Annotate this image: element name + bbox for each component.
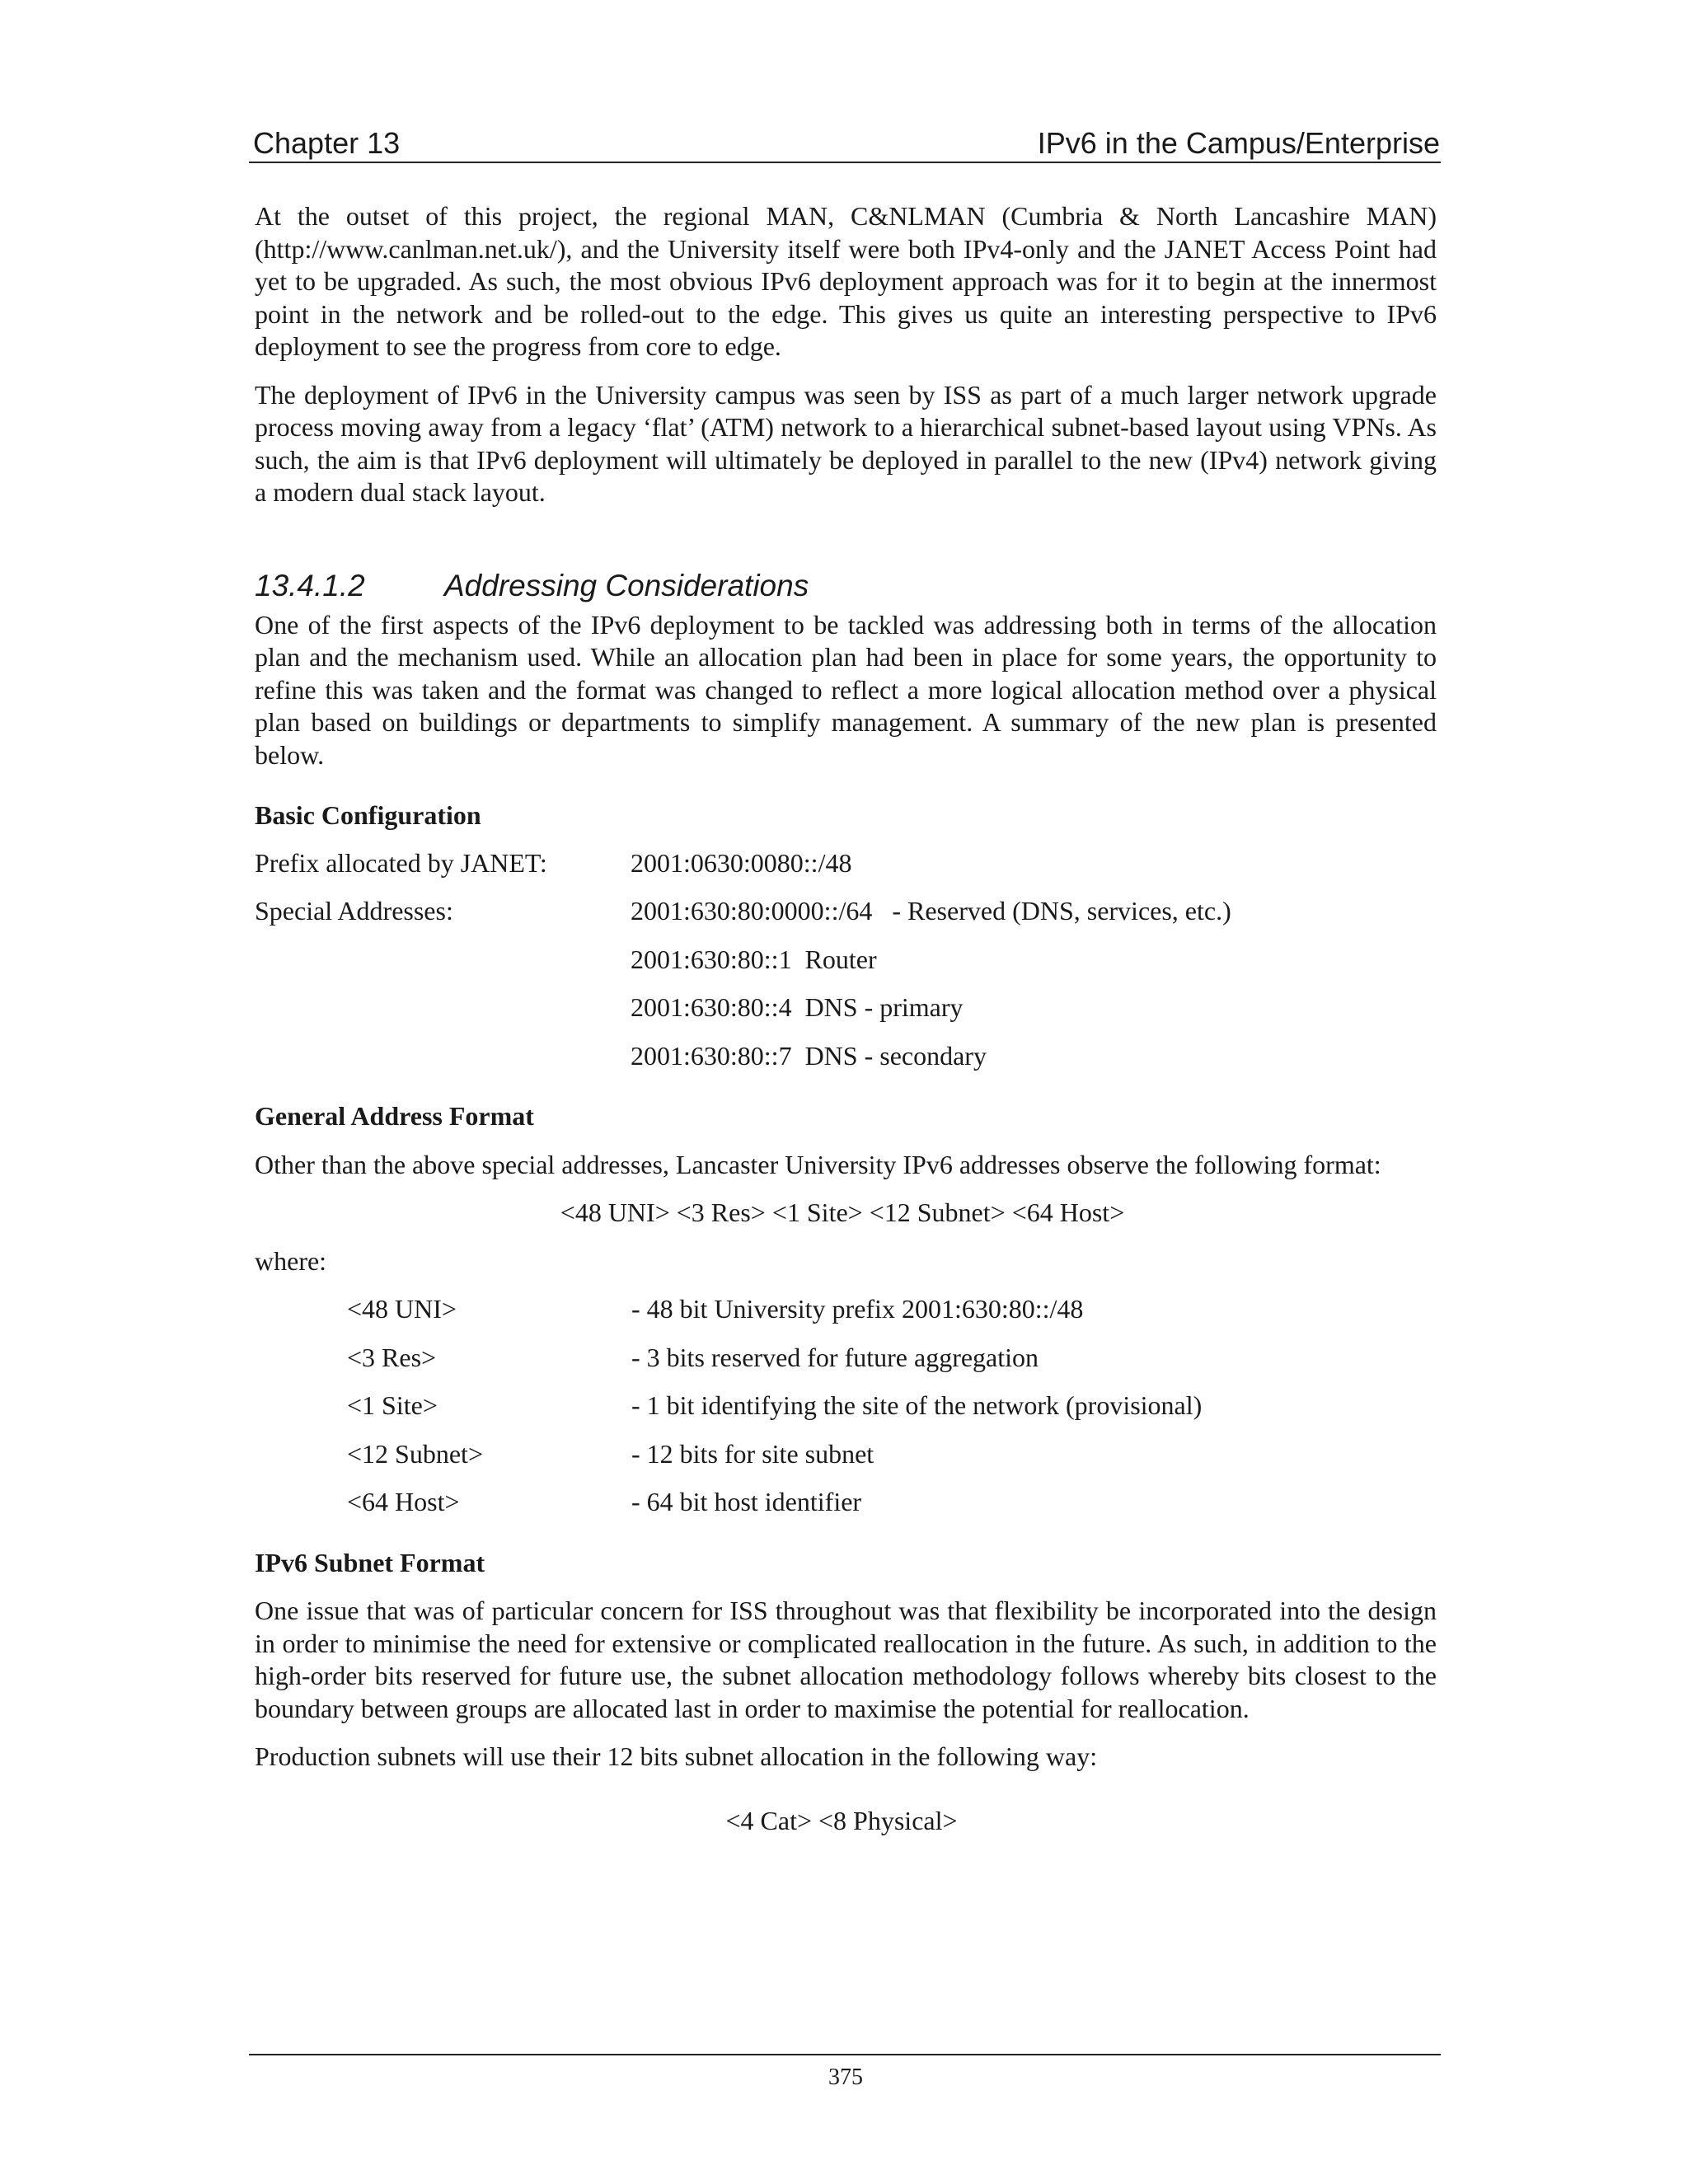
special-label: Special Addresses: [255,896,453,926]
format-field-key: <12 Subnet> [347,1438,483,1469]
page-number: 375 [828,2064,863,2090]
subnet-format-heading: IPv6 Subnet Format [255,1547,485,1577]
format-field-row [255,1390,1437,1422]
intro-paragraph: At the outset of this project, the regional MAN, C&NLMAN (Cumbria & North Lancashire MAN) (http://www.canlman.net.uk/), and the University itself were both IPv4-only and the JANET Access Point had yet to be upgraded. As such, the most obvious IPv6 deployment approach was for it to begin at the innermost point in the network and be rolled-out to the edge. This gives us quite an interesting perspective to IPv6 deployment to see the progress from core to edge. [255,201,1437,361]
general-format-heading: General Address Format [255,1101,534,1131]
running-header [253,120,1440,161]
header-rule [249,162,1441,163]
basic-config-heading: Basic Configuration [255,800,481,830]
special-value: 2001:630:80::7 DNS - secondary [631,1040,987,1071]
subnet-format-paragraph: One issue that was of particular concern for ISS throughout was that flexibility be incorporated into the design in order to minimise the need for extensive or complicated reallocation in the future. As such, in addition to the high-order bits reserved for future use, the subnet allocation methodology follows whereby bits closest to the boundary between groups are allocated last in order to maximise the potential for reallocation. [255,1596,1437,1723]
addressing-paragraph: One of the first aspects of the IPv6 deployment to be tackled was addressing both in terms of the allocation plan and the mechanism used. While an allocation plan had been in place for some years, the opportunity to refine this was taken and the format was changed to reflect a more logical allocation method over a physical plan based on buildings or departments to simplify management. A summary of the new plan is presented below. [255,609,1437,770]
special-value: 2001:630:80::4 DNS - primary [631,992,964,1022]
footer-rule [249,2054,1441,2055]
deployment-paragraph: The deployment of IPv6 in the University campus was seen by ISS as part of a much larger network upgrade process moving away from a legacy ‘flat’ (ATM) network to a hierarchical subnet-based layout using VPNs. As such, the aim is that IPv6 deployment will ultimately be deployed in parallel to the new (IPv4) network giving a modern dual stack layout. [255,379,1437,507]
prefix-value: 2001:0630:0080::/48 [631,847,852,878]
address-format-line: <48 UNI> <3 Res> <1 Site> <12 Subnet> <64 Host> [560,1197,1125,1227]
format-field-desc: - 48 bit University prefix 2001:630:80::/48 [631,1294,1084,1324]
special-value: 2001:630:80:0000::/64 - Reserved (DNS, services, etc.) [631,896,1231,926]
prefix-row [255,847,1437,880]
format-field-desc: - 12 bits for site subnet [631,1438,874,1469]
format-field-row [255,1486,1437,1519]
subnet-format-line: <4 Cat> <8 Physical> [725,1805,958,1835]
page-body [255,200,1437,1837]
special-address-row [255,895,1437,928]
chapter-label: Chapter 13 [253,126,401,160]
format-field-row [255,1293,1437,1326]
special-address-row [255,1040,1437,1073]
special-value: 2001:630:80::1 Router [631,944,877,974]
where-label: where: [255,1245,327,1276]
section-number: 13.4.1.2 [255,568,365,602]
general-format-paragraph: Other than the above special addresses, Lancaster University IPv6 addresses observe the following format: [255,1149,1381,1179]
format-field-desc: - 1 bit identifying the site of the network (provisional) [631,1390,1203,1420]
section-title: Addressing Considerations [444,568,809,602]
format-field-desc: - 3 bits reserved for future aggregation [631,1342,1039,1372]
chapter-title: IPv6 in the Campus/Enterprise [1037,126,1440,160]
format-field-key: <48 UNI> [347,1294,457,1324]
prefix-label: Prefix allocated by JANET: [255,847,547,878]
format-field-key: <1 Site> [347,1390,438,1420]
production-subnets-paragraph: Production subnets will use their 12 bits subnet allocation in the following way: [255,1741,1098,1771]
special-address-row [255,944,1437,977]
section-heading [255,567,1437,604]
format-field-key: <64 Host> [347,1487,460,1516]
format-field-row [255,1342,1437,1375]
special-address-row [255,991,1437,1024]
format-field-key: <3 Res> [347,1342,437,1372]
format-field-row [255,1438,1437,1471]
format-field-desc: - 64 bit host identifier [631,1487,862,1516]
